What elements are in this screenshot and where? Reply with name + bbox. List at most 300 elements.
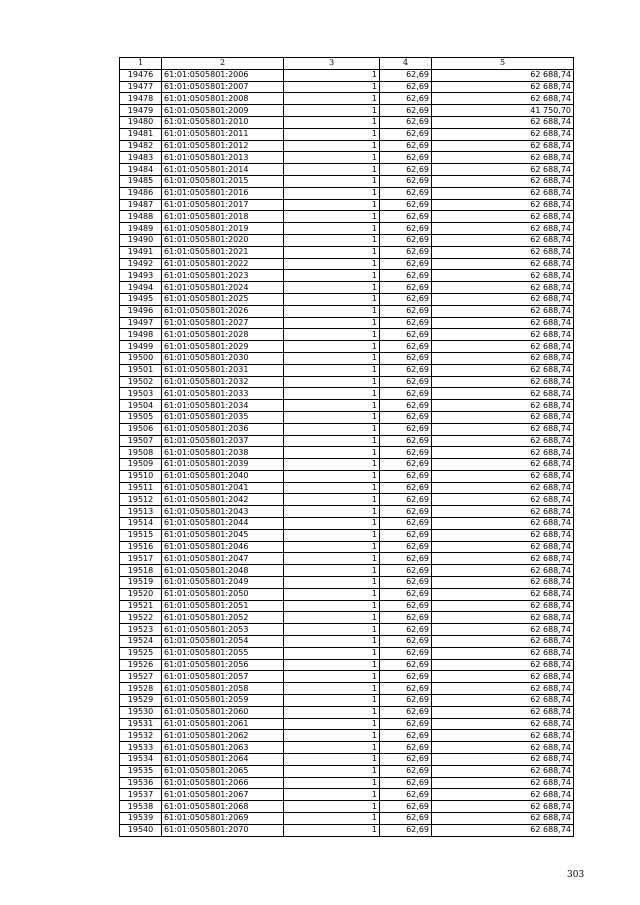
table-cell-col1: 19532 — [120, 730, 162, 742]
table-cell-col1: 19524 — [120, 636, 162, 648]
table-cell-col3: 1 — [284, 116, 380, 128]
table-row — [120, 376, 574, 388]
table-cell-col1: 19504 — [120, 400, 162, 412]
table-cell-col3: 1 — [284, 754, 380, 766]
data-table — [119, 57, 574, 837]
table-cell-col3: 1 — [284, 411, 380, 423]
table-cell-col3: 1 — [284, 69, 380, 81]
table-cell-col5: 62 688,74 — [432, 482, 574, 494]
table-cell-col5: 62 688,74 — [432, 813, 574, 825]
table-row — [120, 140, 574, 152]
table-cell-col4: 62,69 — [380, 258, 432, 270]
table-cell-col4: 62,69 — [380, 824, 432, 836]
table-cell-col5: 62 688,74 — [432, 742, 574, 754]
table-cell-col4: 62,69 — [380, 588, 432, 600]
table-cell-col5: 62 688,74 — [432, 612, 574, 624]
table-cell-col2: 61:01:0505801:2046 — [162, 541, 284, 553]
table-row — [120, 577, 574, 589]
table-cell-col3: 1 — [284, 388, 380, 400]
table-cell-col2: 61:01:0505801:2070 — [162, 824, 284, 836]
table-cell-col4: 62,69 — [380, 234, 432, 246]
table-row — [120, 742, 574, 754]
table-cell-col2: 61:01:0505801:2028 — [162, 329, 284, 341]
column-header-3: 3 — [284, 58, 380, 70]
column-header-1: 1 — [120, 58, 162, 70]
table-cell-col4: 62,69 — [380, 683, 432, 695]
table-cell-col3: 1 — [284, 777, 380, 789]
table-cell-col4: 62,69 — [380, 470, 432, 482]
table-cell-col4: 62,69 — [380, 706, 432, 718]
table-cell-col5: 62 688,74 — [432, 175, 574, 187]
table-cell-col4: 62,69 — [380, 671, 432, 683]
table-cell-col3: 1 — [284, 211, 380, 223]
table-row — [120, 152, 574, 164]
table-cell-col2: 61:01:0505801:2031 — [162, 364, 284, 376]
table-cell-col3: 1 — [284, 742, 380, 754]
table-cell-col5: 62 688,74 — [432, 211, 574, 223]
table-cell-col1: 19523 — [120, 624, 162, 636]
table-cell-col5: 62 688,74 — [432, 435, 574, 447]
table-cell-col1: 19530 — [120, 706, 162, 718]
table-cell-col2: 61:01:0505801:2023 — [162, 270, 284, 282]
table-row — [120, 482, 574, 494]
table-row — [120, 93, 574, 105]
table-cell-col5: 62 688,74 — [432, 671, 574, 683]
column-header-2: 2 — [162, 58, 284, 70]
table-cell-col4: 62,69 — [380, 352, 432, 364]
table-cell-col3: 1 — [284, 199, 380, 211]
table-cell-col5: 62 688,74 — [432, 588, 574, 600]
table-row — [120, 529, 574, 541]
table-row — [120, 789, 574, 801]
table-cell-col4: 62,69 — [380, 282, 432, 294]
table-cell-col5: 62 688,74 — [432, 116, 574, 128]
table-cell-col3: 1 — [284, 246, 380, 258]
table-cell-col5: 62 688,74 — [432, 824, 574, 836]
table-row — [120, 718, 574, 730]
table-cell-col5: 62 688,74 — [432, 423, 574, 435]
table-row — [120, 824, 574, 836]
table-cell-col4: 62,69 — [380, 246, 432, 258]
table-cell-col5: 62 688,74 — [432, 600, 574, 612]
table-cell-col3: 1 — [284, 647, 380, 659]
table-cell-col3: 1 — [284, 258, 380, 270]
table-cell-col3: 1 — [284, 588, 380, 600]
table-cell-col1: 19522 — [120, 612, 162, 624]
table-cell-col3: 1 — [284, 187, 380, 199]
table-cell-col5: 62 688,74 — [432, 388, 574, 400]
table-cell-col4: 62,69 — [380, 317, 432, 329]
table-cell-col1: 19515 — [120, 529, 162, 541]
table-row — [120, 659, 574, 671]
table-cell-col1: 19526 — [120, 659, 162, 671]
table-cell-col2: 61:01:0505801:2018 — [162, 211, 284, 223]
table-cell-col3: 1 — [284, 612, 380, 624]
table-cell-col5: 62 688,74 — [432, 305, 574, 317]
table-cell-col1: 19535 — [120, 765, 162, 777]
table-cell-col5: 62 688,74 — [432, 411, 574, 423]
table-cell-col1: 19495 — [120, 293, 162, 305]
table-cell-col5: 62 688,74 — [432, 754, 574, 766]
table-cell-col3: 1 — [284, 541, 380, 553]
table-cell-col5: 62 688,74 — [432, 81, 574, 93]
table-cell-col5: 62 688,74 — [432, 234, 574, 246]
table-row — [120, 211, 574, 223]
table-row — [120, 364, 574, 376]
table-cell-col4: 62,69 — [380, 305, 432, 317]
table-cell-col1: 19537 — [120, 789, 162, 801]
table-cell-col2: 61:01:0505801:2008 — [162, 93, 284, 105]
table-row — [120, 765, 574, 777]
table-cell-col1: 19502 — [120, 376, 162, 388]
table-cell-col3: 1 — [284, 364, 380, 376]
table-cell-col3: 1 — [284, 600, 380, 612]
table-cell-col5: 62 688,74 — [432, 152, 574, 164]
table-cell-col3: 1 — [284, 376, 380, 388]
table-cell-col2: 61:01:0505801:2045 — [162, 529, 284, 541]
table-cell-col1: 19492 — [120, 258, 162, 270]
table-cell-col3: 1 — [284, 81, 380, 93]
table-cell-col2: 61:01:0505801:2038 — [162, 447, 284, 459]
table-cell-col4: 62,69 — [380, 482, 432, 494]
table-cell-col2: 61:01:0505801:2059 — [162, 695, 284, 707]
table-row — [120, 258, 574, 270]
table-cell-col5: 62 688,74 — [432, 541, 574, 553]
table-cell-col4: 62,69 — [380, 293, 432, 305]
table-cell-col5: 62 688,74 — [432, 258, 574, 270]
table-cell-col2: 61:01:0505801:2017 — [162, 199, 284, 211]
page-number: 303 — [567, 870, 585, 880]
table-cell-col5: 62 688,74 — [432, 553, 574, 565]
table-cell-col2: 61:01:0505801:2024 — [162, 282, 284, 294]
table-cell-col3: 1 — [284, 824, 380, 836]
table-cell-col3: 1 — [284, 293, 380, 305]
table-cell-col1: 19493 — [120, 270, 162, 282]
table-cell-col1: 19507 — [120, 435, 162, 447]
table-cell-col1: 19490 — [120, 234, 162, 246]
table-cell-col2: 61:01:0505801:2007 — [162, 81, 284, 93]
table-cell-col5: 62 688,74 — [432, 400, 574, 412]
table-cell-col3: 1 — [284, 577, 380, 589]
table-cell-col5: 62 688,74 — [432, 187, 574, 199]
table-cell-col2: 61:01:0505801:2009 — [162, 105, 284, 117]
table-cell-col2: 61:01:0505801:2011 — [162, 128, 284, 140]
table-cell-col3: 1 — [284, 529, 380, 541]
table-cell-col5: 41 750,70 — [432, 105, 574, 117]
table-cell-col2: 61:01:0505801:2029 — [162, 341, 284, 353]
table-cell-col3: 1 — [284, 223, 380, 235]
table-cell-col3: 1 — [284, 282, 380, 294]
table-cell-col5: 62 688,74 — [432, 447, 574, 459]
table-cell-col2: 61:01:0505801:2013 — [162, 152, 284, 164]
table-cell-col1: 19494 — [120, 282, 162, 294]
table-cell-col1: 19484 — [120, 164, 162, 176]
table-cell-col1: 19516 — [120, 541, 162, 553]
table-cell-col1: 19539 — [120, 813, 162, 825]
table-cell-col3: 1 — [284, 706, 380, 718]
table-cell-col2: 61:01:0505801:2041 — [162, 482, 284, 494]
table-cell-col2: 61:01:0505801:2022 — [162, 258, 284, 270]
table-cell-col1: 19531 — [120, 718, 162, 730]
table-row — [120, 187, 574, 199]
table-cell-col5: 62 688,74 — [432, 140, 574, 152]
table-cell-col2: 61:01:0505801:2057 — [162, 671, 284, 683]
table-cell-col5: 62 688,74 — [432, 659, 574, 671]
table-cell-col2: 61:01:0505801:2063 — [162, 742, 284, 754]
table-cell-col2: 61:01:0505801:2032 — [162, 376, 284, 388]
table-cell-col4: 62,69 — [380, 187, 432, 199]
table-cell-col3: 1 — [284, 93, 380, 105]
table-cell-col4: 62,69 — [380, 624, 432, 636]
table-cell-col2: 61:01:0505801:2035 — [162, 411, 284, 423]
table-cell-col2: 61:01:0505801:2062 — [162, 730, 284, 742]
table-cell-col5: 62 688,74 — [432, 352, 574, 364]
table-cell-col1: 19536 — [120, 777, 162, 789]
table-row — [120, 494, 574, 506]
table-cell-col2: 61:01:0505801:2066 — [162, 777, 284, 789]
table-cell-col5: 62 688,74 — [432, 718, 574, 730]
table-cell-col1: 19506 — [120, 423, 162, 435]
table-cell-col2: 61:01:0505801:2037 — [162, 435, 284, 447]
table-cell-col4: 62,69 — [380, 116, 432, 128]
table-cell-col1: 19481 — [120, 128, 162, 140]
table-cell-col1: 19513 — [120, 506, 162, 518]
table-cell-col4: 62,69 — [380, 553, 432, 565]
table-cell-col4: 62,69 — [380, 400, 432, 412]
table-cell-col2: 61:01:0505801:2042 — [162, 494, 284, 506]
table-row — [120, 175, 574, 187]
table-cell-col4: 62,69 — [380, 459, 432, 471]
table-cell-col4: 62,69 — [380, 506, 432, 518]
table-cell-col3: 1 — [284, 128, 380, 140]
table-cell-col4: 62,69 — [380, 223, 432, 235]
table-cell-col3: 1 — [284, 164, 380, 176]
table-cell-col2: 61:01:0505801:2065 — [162, 765, 284, 777]
table-row — [120, 801, 574, 813]
table-row — [120, 435, 574, 447]
table-row — [120, 506, 574, 518]
table-cell-col4: 62,69 — [380, 152, 432, 164]
table-row — [120, 352, 574, 364]
column-header-4: 4 — [380, 58, 432, 70]
table-cell-col5: 62 688,74 — [432, 577, 574, 589]
table-cell-col5: 62 688,74 — [432, 706, 574, 718]
table-cell-col4: 62,69 — [380, 447, 432, 459]
table-cell-col2: 61:01:0505801:2058 — [162, 683, 284, 695]
table-cell-col3: 1 — [284, 813, 380, 825]
table-cell-col5: 62 688,74 — [432, 93, 574, 105]
table-row — [120, 636, 574, 648]
table-cell-col4: 62,69 — [380, 175, 432, 187]
table-cell-col4: 62,69 — [380, 730, 432, 742]
table-cell-col2: 61:01:0505801:2048 — [162, 565, 284, 577]
table-cell-col2: 61:01:0505801:2061 — [162, 718, 284, 730]
table-cell-col3: 1 — [284, 695, 380, 707]
table-cell-col2: 61:01:0505801:2026 — [162, 305, 284, 317]
table-row — [120, 305, 574, 317]
table-cell-col5: 62 688,74 — [432, 246, 574, 258]
table-row — [120, 754, 574, 766]
table-row — [120, 105, 574, 117]
table-row — [120, 588, 574, 600]
table-cell-col2: 61:01:0505801:2015 — [162, 175, 284, 187]
table-row — [120, 329, 574, 341]
table-cell-col4: 62,69 — [380, 742, 432, 754]
table-cell-col3: 1 — [284, 423, 380, 435]
table-cell-col3: 1 — [284, 565, 380, 577]
table-cell-col2: 61:01:0505801:2039 — [162, 459, 284, 471]
table-cell-col2: 61:01:0505801:2051 — [162, 600, 284, 612]
table-cell-col1: 19496 — [120, 305, 162, 317]
table-cell-col2: 61:01:0505801:2027 — [162, 317, 284, 329]
table-cell-col1: 19488 — [120, 211, 162, 223]
table-cell-col1: 19503 — [120, 388, 162, 400]
table-row — [120, 223, 574, 235]
table-cell-col1: 19519 — [120, 577, 162, 589]
table-row — [120, 81, 574, 93]
table-cell-col3: 1 — [284, 482, 380, 494]
table-cell-col2: 61:01:0505801:2021 — [162, 246, 284, 258]
table-cell-col1: 19525 — [120, 647, 162, 659]
table-cell-col5: 62 688,74 — [432, 506, 574, 518]
table-cell-col4: 62,69 — [380, 128, 432, 140]
table-cell-col3: 1 — [284, 234, 380, 246]
table-cell-col1: 19538 — [120, 801, 162, 813]
table-cell-col1: 19482 — [120, 140, 162, 152]
table-row — [120, 164, 574, 176]
table-cell-col1: 19487 — [120, 199, 162, 211]
table-cell-col3: 1 — [284, 494, 380, 506]
table-cell-col3: 1 — [284, 352, 380, 364]
table-cell-col1: 19510 — [120, 470, 162, 482]
table-row — [120, 541, 574, 553]
table-row — [120, 553, 574, 565]
table-cell-col5: 62 688,74 — [432, 293, 574, 305]
table-cell-col5: 62 688,74 — [432, 329, 574, 341]
table-cell-col2: 61:01:0505801:2047 — [162, 553, 284, 565]
table-cell-col1: 19520 — [120, 588, 162, 600]
table-cell-col4: 62,69 — [380, 105, 432, 117]
table-row — [120, 470, 574, 482]
table-cell-col3: 1 — [284, 305, 380, 317]
table-row — [120, 199, 574, 211]
table-cell-col3: 1 — [284, 152, 380, 164]
table-row — [120, 459, 574, 471]
table-cell-col2: 61:01:0505801:2006 — [162, 69, 284, 81]
table-cell-col2: 61:01:0505801:2019 — [162, 223, 284, 235]
table-cell-col3: 1 — [284, 624, 380, 636]
table-cell-col3: 1 — [284, 447, 380, 459]
table-cell-col4: 62,69 — [380, 600, 432, 612]
table-cell-col4: 62,69 — [380, 541, 432, 553]
table-cell-col4: 62,69 — [380, 199, 432, 211]
table-cell-col3: 1 — [284, 506, 380, 518]
table-cell-col1: 19497 — [120, 317, 162, 329]
table-cell-col3: 1 — [284, 140, 380, 152]
table-cell-col4: 62,69 — [380, 341, 432, 353]
table-row — [120, 730, 574, 742]
table-row — [120, 706, 574, 718]
table-row — [120, 683, 574, 695]
table-cell-col4: 62,69 — [380, 695, 432, 707]
table-cell-col2: 61:01:0505801:2060 — [162, 706, 284, 718]
table-cell-col3: 1 — [284, 470, 380, 482]
table-cell-col1: 19505 — [120, 411, 162, 423]
table-cell-col1: 19508 — [120, 447, 162, 459]
table-cell-col3: 1 — [284, 518, 380, 530]
table-cell-col4: 62,69 — [380, 718, 432, 730]
table-cell-col2: 61:01:0505801:2030 — [162, 352, 284, 364]
table-cell-col2: 61:01:0505801:2044 — [162, 518, 284, 530]
table-cell-col4: 62,69 — [380, 789, 432, 801]
table-cell-col1: 19476 — [120, 69, 162, 81]
table-cell-col4: 62,69 — [380, 813, 432, 825]
table-row — [120, 813, 574, 825]
table-row — [120, 565, 574, 577]
table-cell-col5: 62 688,74 — [432, 317, 574, 329]
table-row — [120, 270, 574, 282]
table-cell-col5: 62 688,74 — [432, 199, 574, 211]
table-row — [120, 293, 574, 305]
table-cell-col4: 62,69 — [380, 494, 432, 506]
table-cell-col4: 62,69 — [380, 577, 432, 589]
table-cell-col4: 62,69 — [380, 647, 432, 659]
table-row — [120, 317, 574, 329]
table-cell-col1: 19529 — [120, 695, 162, 707]
table-cell-col1: 19499 — [120, 341, 162, 353]
table-cell-col1: 19534 — [120, 754, 162, 766]
table-cell-col1: 19517 — [120, 553, 162, 565]
table-row — [120, 447, 574, 459]
table-row — [120, 423, 574, 435]
table-cell-col4: 62,69 — [380, 364, 432, 376]
table-cell-col3: 1 — [284, 718, 380, 730]
table-cell-col1: 19498 — [120, 329, 162, 341]
table-cell-col3: 1 — [284, 553, 380, 565]
table-cell-col5: 62 688,74 — [432, 376, 574, 388]
table-cell-col2: 61:01:0505801:2064 — [162, 754, 284, 766]
table-cell-col2: 61:01:0505801:2056 — [162, 659, 284, 671]
table-cell-col5: 62 688,74 — [432, 494, 574, 506]
table-cell-col4: 62,69 — [380, 518, 432, 530]
table-cell-col3: 1 — [284, 317, 380, 329]
table-row — [120, 647, 574, 659]
table-cell-col1: 19477 — [120, 81, 162, 93]
table-cell-col5: 62 688,74 — [432, 270, 574, 282]
table-cell-col4: 62,69 — [380, 388, 432, 400]
table-cell-col4: 62,69 — [380, 140, 432, 152]
table-cell-col3: 1 — [284, 671, 380, 683]
table-cell-col5: 62 688,74 — [432, 459, 574, 471]
table-row — [120, 518, 574, 530]
table-cell-col4: 62,69 — [380, 612, 432, 624]
table-row — [120, 234, 574, 246]
table-cell-col1: 19514 — [120, 518, 162, 530]
table-cell-col2: 61:01:0505801:2036 — [162, 423, 284, 435]
table-row — [120, 400, 574, 412]
table-cell-col5: 62 688,74 — [432, 470, 574, 482]
table-cell-col4: 62,69 — [380, 659, 432, 671]
table-cell-col4: 62,69 — [380, 765, 432, 777]
table-cell-col5: 62 688,74 — [432, 730, 574, 742]
table-cell-col4: 62,69 — [380, 81, 432, 93]
table-row — [120, 600, 574, 612]
table-cell-col4: 62,69 — [380, 211, 432, 223]
table-cell-col3: 1 — [284, 270, 380, 282]
column-header-5: 5 — [432, 58, 574, 70]
table-cell-col2: 61:01:0505801:2033 — [162, 388, 284, 400]
table-cell-col2: 61:01:0505801:2069 — [162, 813, 284, 825]
